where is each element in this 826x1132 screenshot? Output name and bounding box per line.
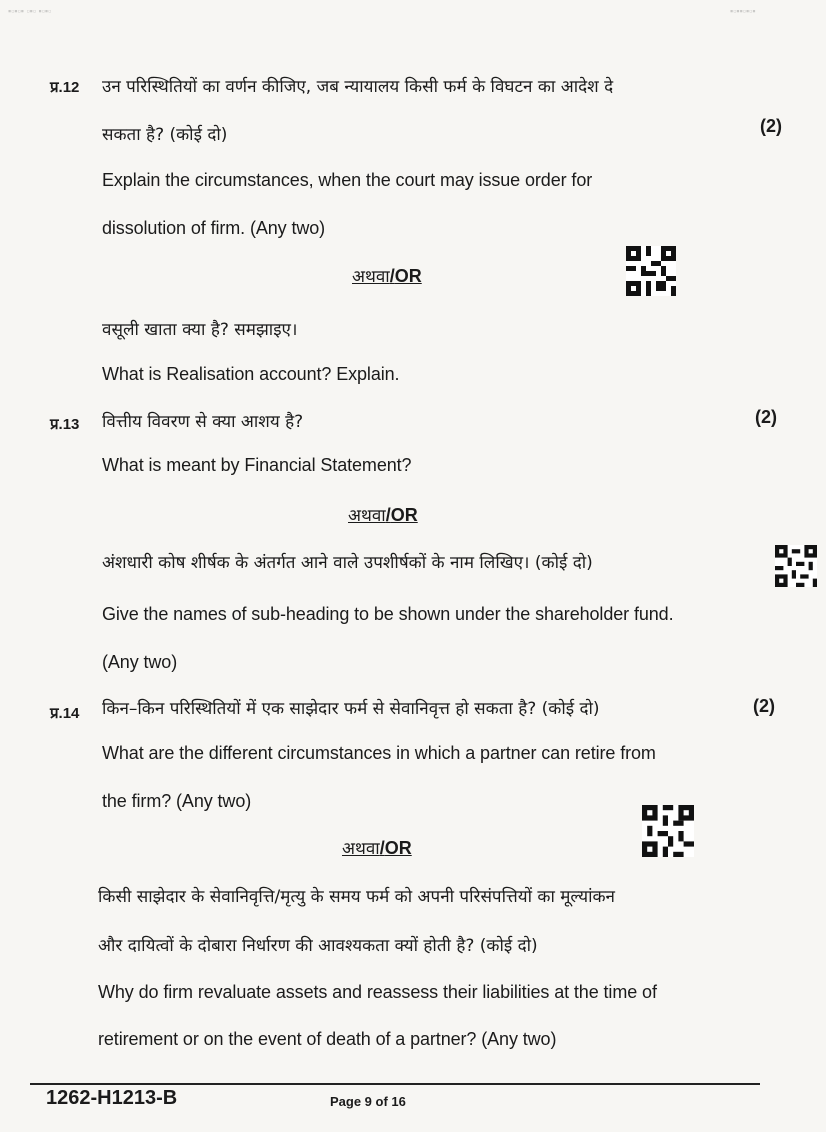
qr-code-icon bbox=[642, 805, 694, 857]
question-number: प्र.14 bbox=[50, 705, 80, 722]
or-separator: अथवा/OR bbox=[348, 505, 418, 526]
question-english-line: What are the different circumstances in which a partner can retire from bbox=[102, 743, 656, 763]
or-question-english-line: What is Realisation account? Explain. bbox=[102, 364, 400, 384]
or-question-hindi-line: अंशधारी कोष शीर्षक के अंतर्गत आने वाले उपशीर्षकों के नाम लिखिए। (कोई दो) bbox=[102, 553, 593, 573]
scan-artifact-left: ▪▫▪▫▪ ▫▪▫ ▪▫▪▫ bbox=[8, 6, 52, 16]
question-marks: (2) bbox=[753, 696, 775, 716]
question-marks: (2) bbox=[755, 407, 777, 427]
or-question-english-line: (Any two) bbox=[102, 652, 178, 672]
question-marks: (2) bbox=[760, 116, 782, 136]
question-english-line: Explain the circumstances, when the court may issue order for bbox=[102, 170, 593, 190]
or-question-hindi-line: और दायित्वों के दोबारा निर्धारण की आवश्यकता क्यों होती है? (कोई दो) bbox=[98, 936, 538, 956]
or-separator: अथवा/OR bbox=[342, 838, 412, 859]
paper-code: 1262-H1213-B bbox=[46, 1087, 178, 1109]
question-english-line: dissolution of firm. (Any two) bbox=[102, 218, 326, 238]
footer-rule bbox=[30, 1083, 760, 1085]
question-hindi-line: उन परिस्थितियों का वर्णन कीजिए, जब न्यायालय किसी फर्म के विघटन का आदेश दे bbox=[102, 77, 614, 97]
page-number: Page 9 of 16 bbox=[330, 1094, 406, 1109]
or-question-english-line: Give the names of sub-heading to be shown under the shareholder fund. bbox=[102, 604, 674, 624]
question-english-line: the firm? (Any two) bbox=[102, 791, 252, 811]
question-number: प्र.12 bbox=[50, 79, 80, 96]
or-separator: अथवा/OR bbox=[352, 266, 422, 287]
question-hindi-line: किन–किन परिस्थितियों में एक साझेदार फर्म से सेवानिवृत्त हो सकता है? (कोई दो) bbox=[102, 699, 600, 719]
question-hindi-line: सकता है? (कोई दो) bbox=[102, 125, 228, 145]
scan-artifact-right: ▪▫▪▪▫▪▫▪ bbox=[730, 6, 756, 16]
question-hindi-line: वित्तीय विवरण से क्या आशय है? bbox=[102, 412, 304, 432]
qr-code-icon bbox=[775, 545, 817, 587]
or-question-hindi-line: वसूली खाता क्या है? समझाइए। bbox=[102, 320, 298, 340]
or-question-english-line: retirement or on the event of death of a partner? (Any two) bbox=[98, 1029, 557, 1049]
qr-code-icon bbox=[626, 246, 676, 296]
question-number: प्र.13 bbox=[50, 416, 80, 433]
question-english-line: What is meant by Financial Statement? bbox=[102, 455, 412, 475]
or-question-english-line: Why do firm revaluate assets and reassess their liabilities at the time of bbox=[98, 982, 657, 1002]
or-question-hindi-line: किसी साझेदार के सेवानिवृत्ति/मृत्यु के समय फर्म को अपनी परिसंपत्तियों का मूल्यांकन bbox=[98, 887, 615, 907]
